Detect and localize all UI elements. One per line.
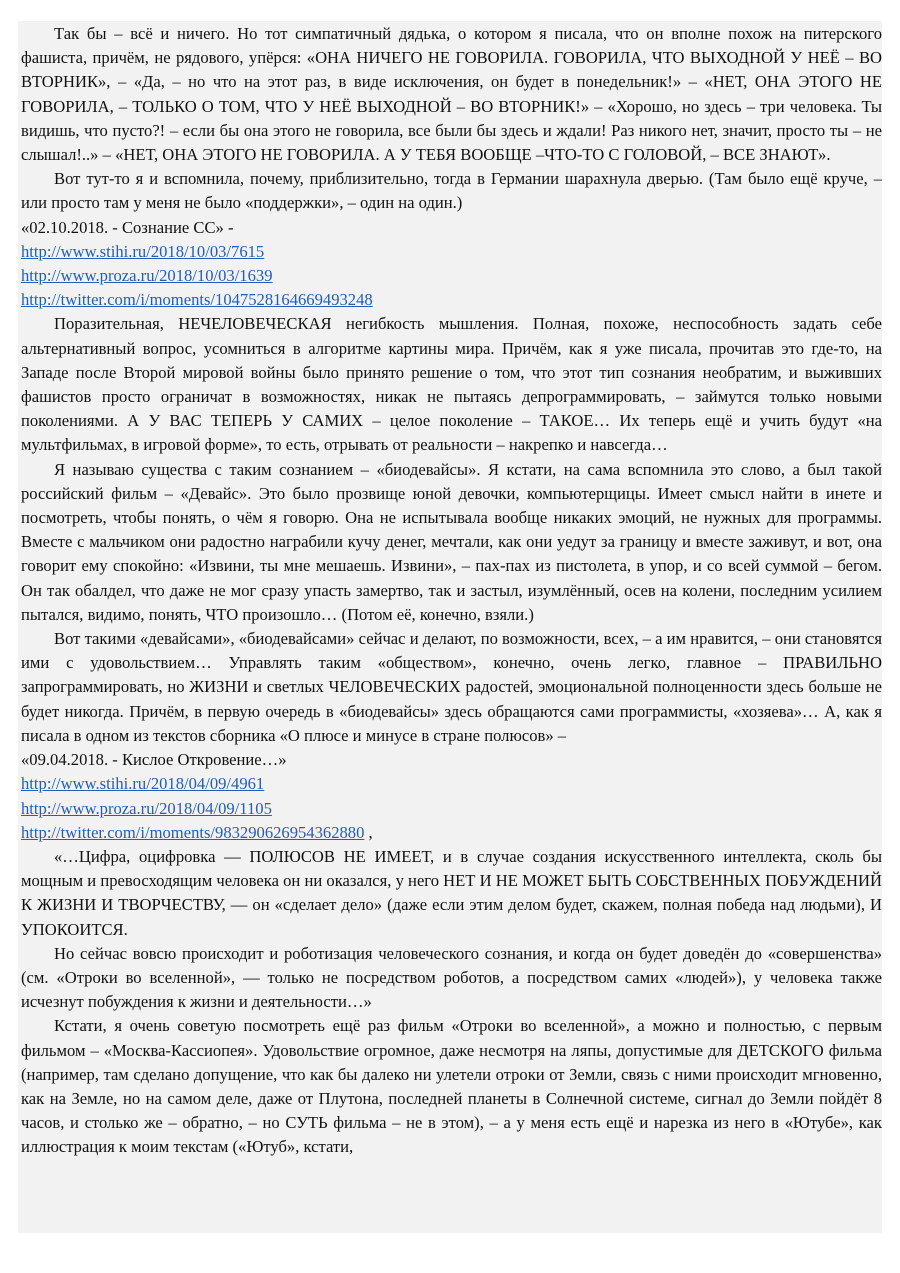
document-page	[18, 21, 882, 1233]
reference-block	[21, 748, 882, 845]
paragraph: Я называю существа с таким сознанием – «биодевайсы». Я кстати, на сама вспомнила это слово, а был такой российский фильм – «Девайс». Это было прозвище юной девочки, компьютерщицы. Имеет смысл найти в инете и посмотреть, чтобы понять, о чём я говорю. Она не испытывала вообще никаких эмоций, не нужных для программы. Вместе с мальчиком они радостно награбили кучу денег, мечтали, как они уедут за границу и вместе заживут, и вот, она говорит ему спокойно: «Извини, ты мне мешаешь. Извини», – пах-пах из пистолета, в упор, и со всей суммой – бегом. Он так обалдел, что даже не мог сразу упасть замертво, так и застыл, изумлённый, осев на колени, последним усилием пытался, видимо, понять, ЧТО произошло… (Потом её, конечно, взяли.)	[21, 459, 882, 624]
paragraph: Кстати, я очень советую посмотреть ещё раз фильм «Отроки во вселенной», а можно и полностью, с первым фильмом – «Москва-Кассиопея». Удовольствие огромное, даже несмотря на ляпы, допустимые для ДЕТСКОГО фильма (например, там сделано допущение, что как бы далеко ни улетели отроки от Земли, связь с ними происходит мгновенно, как на Земле, но на самом деле, даже от Плутона, последней планеты в Солнечной системе, сигнал до Земли пойдёт 8 часов, и столько же – обратно, – но СУТЬ фильма – не в этом), – а у меня есть ещё и нарезка из него в «Ютубе», как иллюстрация к моим текстам («Ютуб», кстати,	[21, 1016, 882, 1157]
reference-block	[21, 216, 882, 313]
paragraph: Так бы – всё и ничего. Но тот симпатичный дядька, о котором я писала, что он вполне похож на питерского фашиста, причём, не рядового, упёрся: «ОНА НИЧЕГО НЕ ГОВОРИЛА. ГОВОРИЛА, ЧТО ВЫХОДНОЙ У НЕЁ – ВО ВТОРНИК», – «Да, – но что на этот раз, в виде исключения, он будет в понедельник!» – «НЕТ, ОНА ЭТОГО НЕ ГОВОРИЛА, – ТОЛЬКО О ТОМ, ЧТО У НЕЁ ВЫХОДНОЙ – ВО ВТОРНИК!» – «Хорошо, но здесь – три человека. Ты видишь, что пусто?! – если бы она этого не говорила, все были бы здесь и ждали! Раз никого нет, значит, просто ты – не слышал!..» – «НЕТ, ОНА ЭТОГО НЕ ГОВОРИЛА. А У ТЕБЯ ВООБЩЕ –ЧТО-ТО С ГОЛОВОЙ, – ВСЕ ЗНАЮТ».	[21, 24, 882, 165]
quote-paragraph: «…Цифра, оцифровка — ПОЛЮСОВ НЕ ИМЕЕТ, и в случае создания искусственного интеллекта, сколь бы мощным и превосходящим человека он ни оказался, у него НЕТ И НЕ МОЖЕТ БЫТЬ СОБСТВЕННЫХ ПОБУЖДЕНИЙ К ЖИЗНИ И ТВОРЧЕСТВУ, — он «сделает дело» (даже если этим делом будет, скажем, полная победа над людьми), И УПОКОИТСЯ.	[21, 846, 882, 939]
reference-title: «02.10.2018. - Сознание СС» -	[21, 217, 234, 237]
reference-title: «09.04.2018. - Кислое Откровение…»	[21, 750, 287, 770]
proza-link[interactable]: http://www.proza.ru/2018/04/09/1105	[21, 798, 272, 818]
trailing-comma: ,	[364, 822, 373, 842]
proza-link[interactable]: http://www.proza.ru/2018/10/03/1639	[21, 266, 273, 286]
twitter-link[interactable]: http://twitter.com/i/moments/983290626954362880	[21, 822, 365, 842]
document-body	[18, 21, 882, 1160]
paragraph: Поразительная, НЕЧЕЛОВЕЧЕСКАЯ негибкость мышления. Полная, похоже, неспособность задать себе альтернативный вопрос, усомниться в алгоритме картины мира. Причём, как я уже писала, прочитав это где-то, на Западе после Второй мировой войны было принято решение о том, что этот тип сознания необратим, и выживших фашистов просто ограничат в возможностях, никак не пытаясь депрограммировать, – займутся только новыми поколениями. А У ВАС ТЕПЕРЬ У САМИХ – целое поколение – ТАКОЕ… Их теперь ещё и учить будут «на мультфильмах, в игровой форме», то есть, отрывать от реальности – накрепко и навсегда…	[21, 314, 882, 455]
paragraph: Вот такими «девайсами», «биодевайсами» сейчас и делают, по возможности, всех, – а им нравится, – они становятся ими с удовольствием… Управлять таким «обществом», конечно, очень легко, главное – ПРАВИЛЬНО запрограммировать, но ЖИЗНИ и светлых ЧЕЛОВЕЧЕСКИХ радостей, эмоциональной полноценности здесь больше не будет никогда. Причём, в первую очередь в «биодевайсы» здесь обращаются сами программисты, «хозяева»… А, как я писала в одном из текстов сборника «О плюсе и минусе в стране полюсов» –	[21, 629, 882, 745]
paragraph: Вот тут-то я и вспомнила, почему, приблизительно, тогда в Германии шарахнула дверью. (Там было ещё круче, – или просто там у меня не было «поддержки», – один на один.)	[21, 169, 882, 213]
twitter-link[interactable]: http://twitter.com/i/moments/1047528164669493248	[21, 290, 373, 310]
quote-paragraph: Но сейчас вовсю происходит и роботизация человеческого сознания, и когда он будет доведён до «совершенства» (см. «Отроки во вселенной», — только не посредством роботов, а посредством самих «людей»), у человека также исчезнут побуждения к жизни и деятельности…»	[21, 943, 882, 1012]
stihi-link[interactable]: http://www.stihi.ru/2018/10/03/7615	[21, 241, 265, 261]
stihi-link[interactable]: http://www.stihi.ru/2018/04/09/4961	[21, 774, 265, 794]
